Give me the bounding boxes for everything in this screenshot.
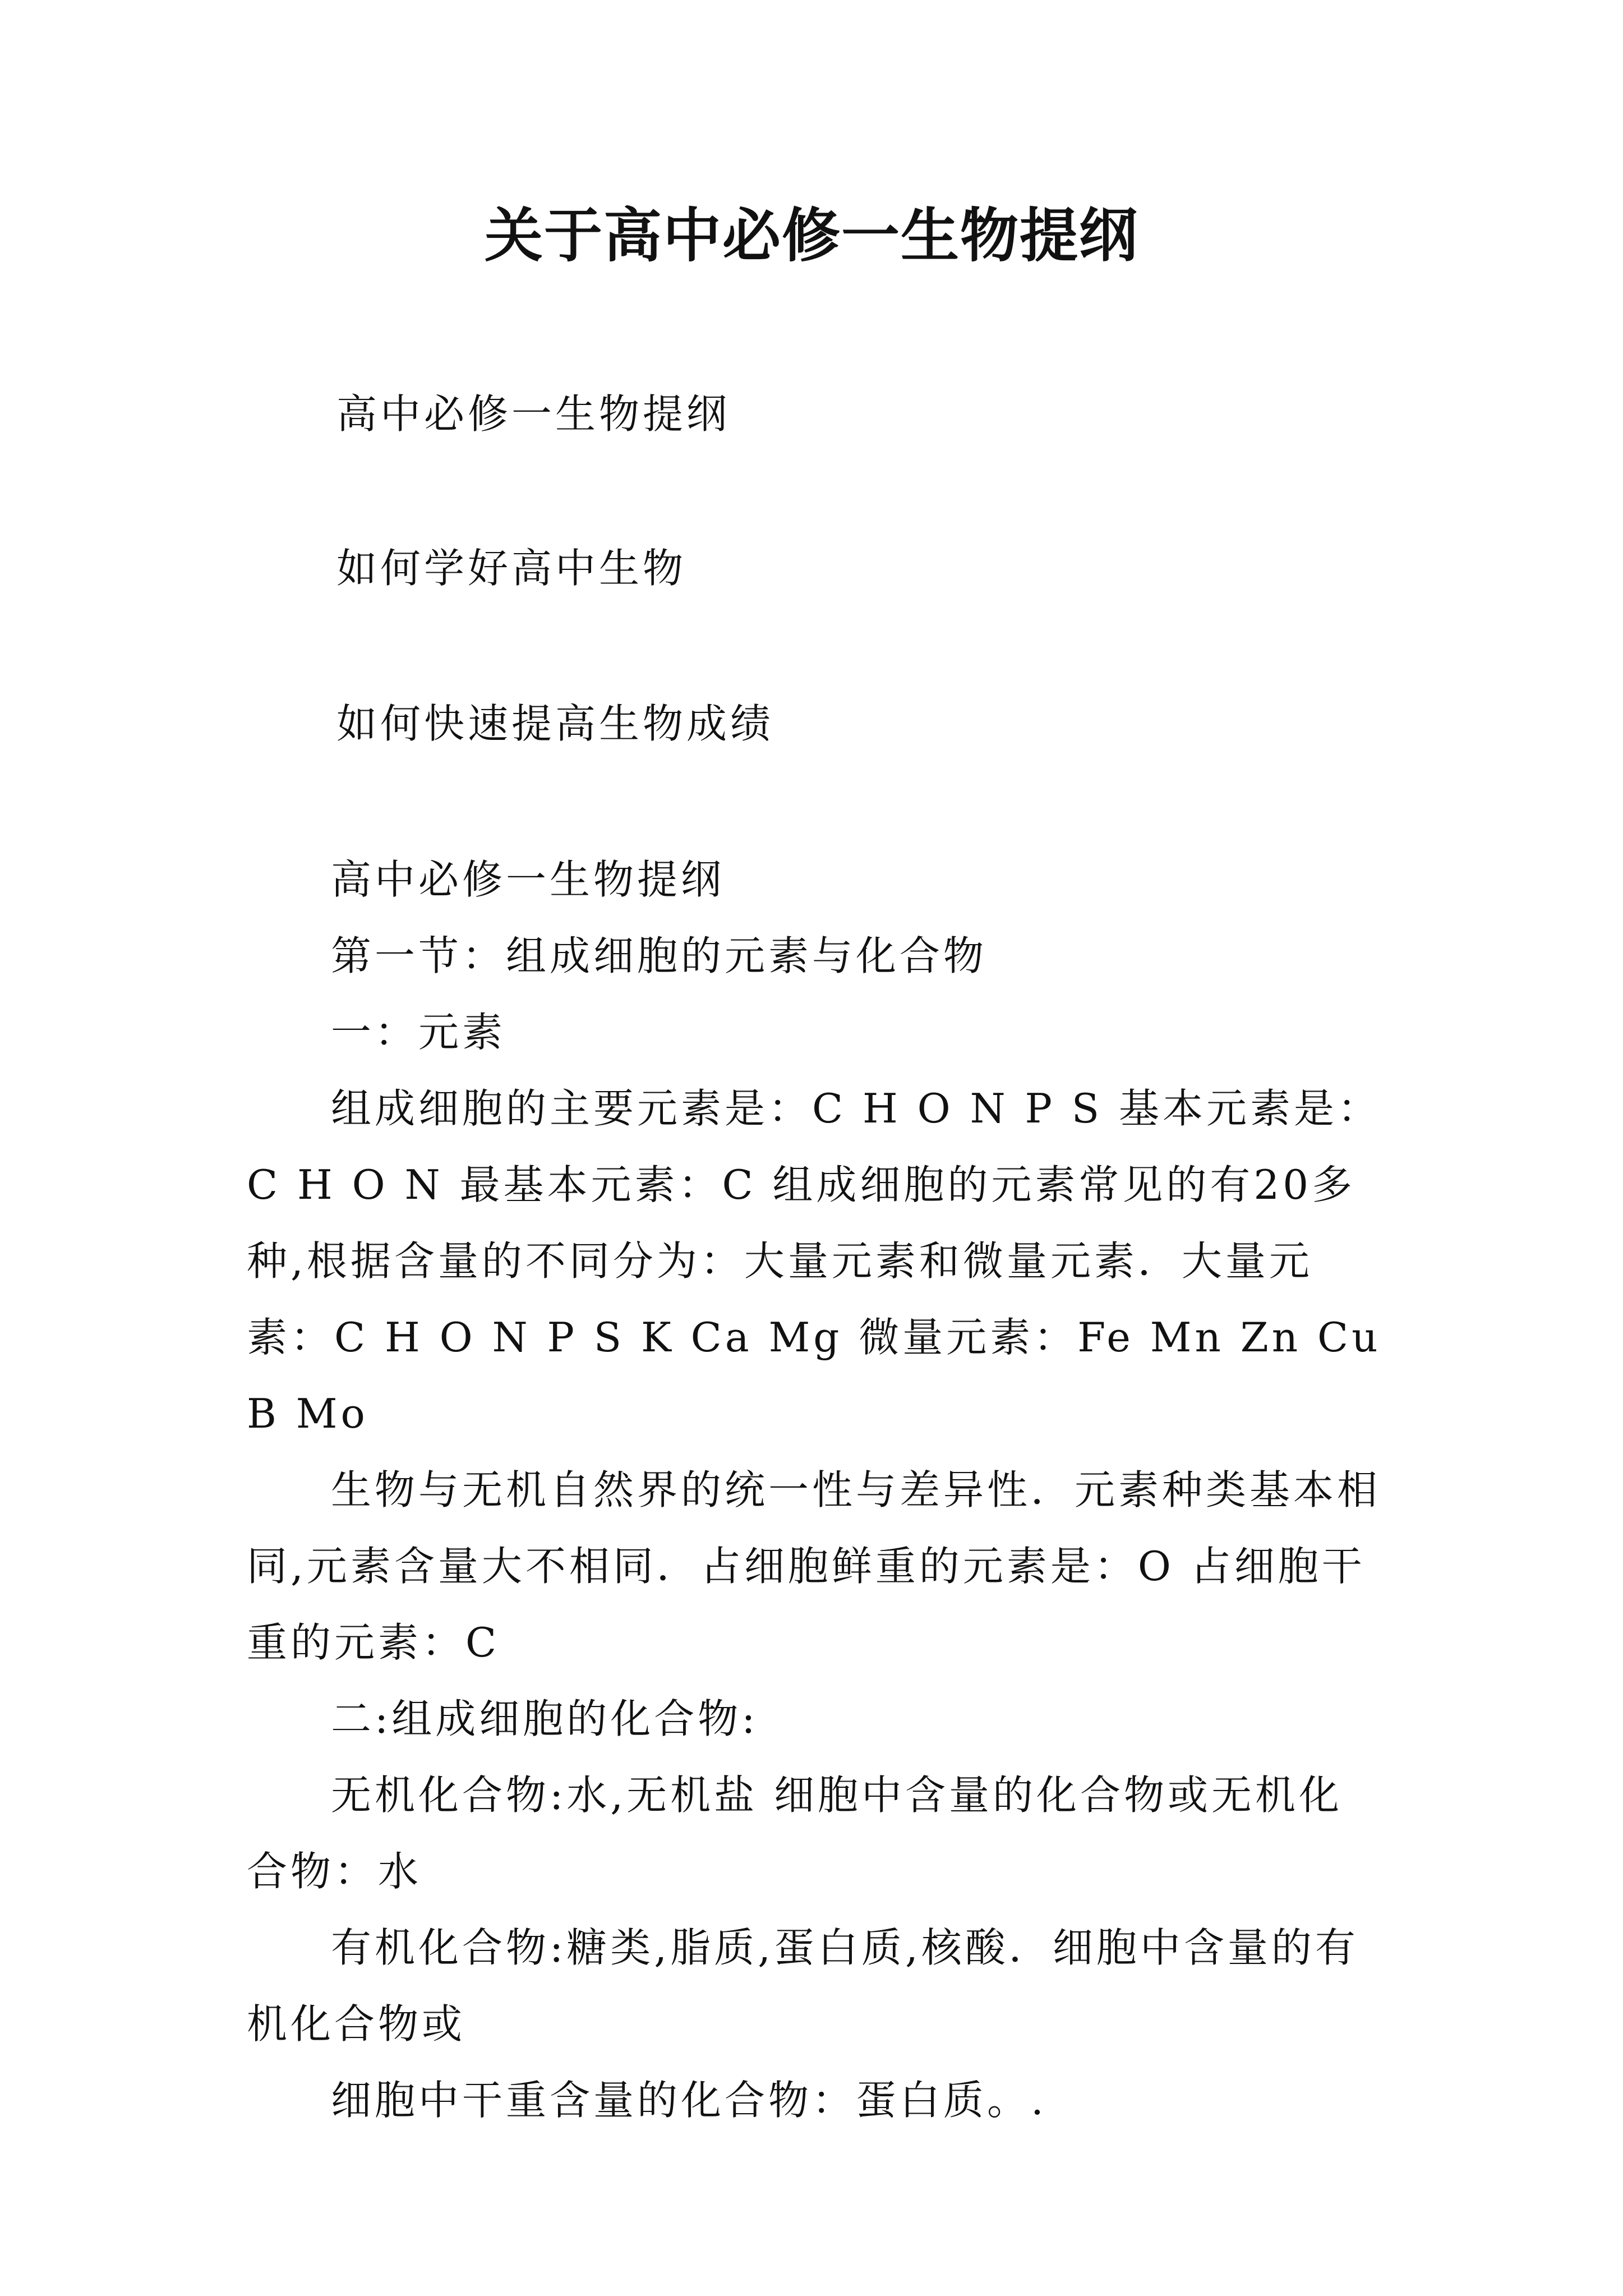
paragraph-unity-difference: 生物与无机自然界的统一性与差异性．元素种类基本相同,元素含量大不相同．占细胞鲜重的元素是：O 占细胞干重的元素：C bbox=[247, 1466, 1381, 1666]
intro-line-2: 如何学好高中生物 bbox=[336, 545, 687, 592]
body-heading: 高中必修一生物提纲 bbox=[331, 856, 725, 903]
paragraph-inorganic: 无机化合物:水,无机盐 细胞中含量的化合物或无机化合物：水 bbox=[247, 1772, 1343, 1895]
intro-line-3: 如何快速提高生物成绩 bbox=[336, 700, 774, 747]
paragraph-main-elements: 组成细胞的主要元素是：C H O N P S 基本元素是：C H O N 最基本元素：C 组成细胞的元素常见的有20多种,根据含量的不同分为：大量元素和微量元素．大量元素：C H O N P S K Ca Mg 微量元素：Fe Mn Zn Cu B Mo bbox=[247, 1085, 1381, 1437]
section-heading: 第一节：组成细胞的元素与化合物 bbox=[331, 932, 988, 979]
document-body bbox=[247, 841, 1385, 2138]
subsection-elements: 一：元素 bbox=[331, 1009, 506, 1056]
intro-line-1: 高中必修一生物提纲 bbox=[336, 390, 731, 438]
paragraph-dry-weight: 细胞中干重含量的化合物：蛋白质。. bbox=[331, 2077, 1047, 2124]
subsection-compounds: 二:组成细胞的化合物: bbox=[331, 1695, 759, 1742]
paragraph-organic: 有机化合物:糖类,脂质,蛋白质,核酸．细胞中含量的有机化合物或 bbox=[247, 1924, 1359, 2047]
document-title: 关于高中必修一生物提纲 bbox=[484, 201, 1138, 270]
